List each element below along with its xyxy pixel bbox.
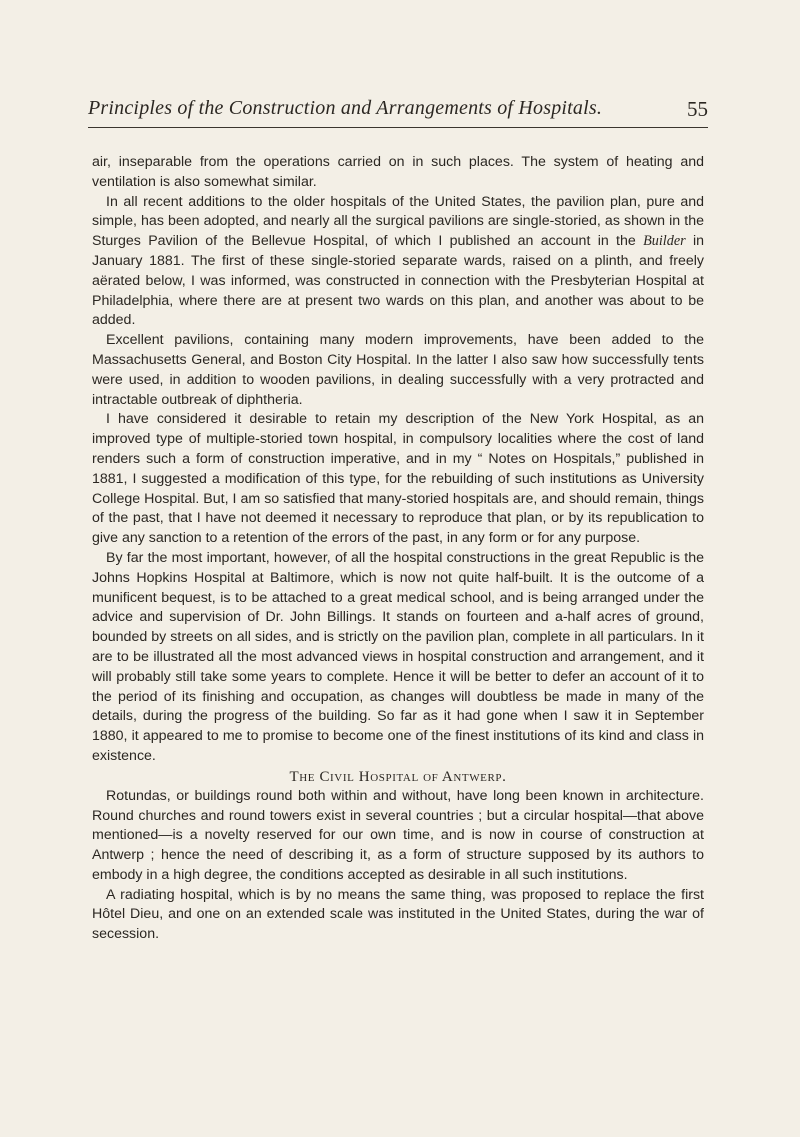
- paragraph-text: By far the most important, however, of all the hospital constructions in the great Republic is the Johns Hopkins Hospital at Baltimore, which is now not quite half-built. It is the outcome of a munificent bequest, is to be attached to a great medical school, and is being arranged under the advice and supervision of Dr. John Billings. It stands on fourteen and a-half acres of ground, bounded by streets on all sides, and is strictly on the pavilion plan, complete in all particulars. In it are to be illustrated all the most advanced views in hospital construction and arrangement, and it will probably still take some years to complete. Hence it will be better to defer an account of it to the period of its finishing and occupation, as changes will doubtless be made in many of the details, during the progress of the building. So far as it had gone when I saw it in September 1880, it appeared to me to promise to become one of the finest institutions of its kind and class in existence.: [92, 549, 704, 764]
- paragraph: [92, 331, 704, 410]
- paragraph: [92, 153, 704, 193]
- running-header: [88, 97, 708, 128]
- paragraph: [92, 410, 704, 549]
- paragraph-text: Excellent pavilions, containing many modern improvements, have been added to the Massachusetts General, and Boston City Hospital. In the latter I also saw how successfully tents were used, in addition to wooden pavilions, in dealing successfully with a very protracted and intractable outbreak of diphtheria.: [92, 332, 704, 408]
- page-number: 55: [687, 97, 708, 121]
- paragraph-text: Rotundas, or buildings round both within and without, have long been known in architecture. Round churches and round towers exist in several countries ; but a circular hospital—that above mentioned—is a novelty reserved for our own time, and is now in course of construction at Antwerp ; hence the need of describing it, as a form of structure supposed by its authors to embody in a high degree, the conditions accepted as desirable in all such institutions.: [92, 787, 704, 883]
- paragraph-text: in January 1881. The first of these single-storied separate wards, raised on a plinth, and freely aërated below, I was informed, was constructed in connection with the Presbyterian Hospital at Philadelphia, where there are at present two wards on this plan, and another was about to be added.: [92, 233, 705, 329]
- body-text: [92, 153, 704, 945]
- paragraph-group-before: [92, 153, 704, 767]
- paragraph-text: A radiating hospital, which is by no means the same thing, was proposed to replace the first Hôtel Dieu, and one on an extended scale was instituted in the United States, during the war of secession.: [92, 886, 704, 943]
- paragraph: [92, 193, 704, 332]
- section-heading: The Civil Hospital of Antwerp.: [289, 768, 507, 785]
- running-title: Principles of the Construction and Arrangements of Hospitals.: [88, 97, 603, 119]
- italic-text: Builder: [643, 233, 686, 250]
- paragraph-text: In all recent additions to the older hospitals of the United States, the pavilion plan, pure and simple, has been adopted, and nearly all the surgical pavilions are single-storied, as shown in the Sturges Pavilion of the Bellevue Hospital, of which I published an account in the: [92, 193, 704, 250]
- paragraph: [92, 549, 704, 767]
- paragraph-group-after: [92, 787, 704, 945]
- paragraph-text: I have considered it desirable to retain my description of the New York Hospital, as an improved type of multiple-storied town hospital, in compulsory localities where the cost of land renders such a form of construction imperative, and in my “ Notes on Hospitals,” published in 1881, I suggested a modification of this type, for the rebuilding of such institutions as University College Hospital. But, I am so satisfied that many-storied hospitals are, and should remain, things of the past, that I have not deemed it necessary to reproduce that plan, or by its republication to give any sanction to a retention of the errors of the past, in any form or for any purpose.: [92, 411, 704, 547]
- paragraph: [92, 886, 704, 945]
- paragraph: [92, 787, 704, 886]
- paragraph-text: air, inseparable from the operations carried on in such places. The system of heating and ventilation is also somewhat similar.: [92, 154, 704, 190]
